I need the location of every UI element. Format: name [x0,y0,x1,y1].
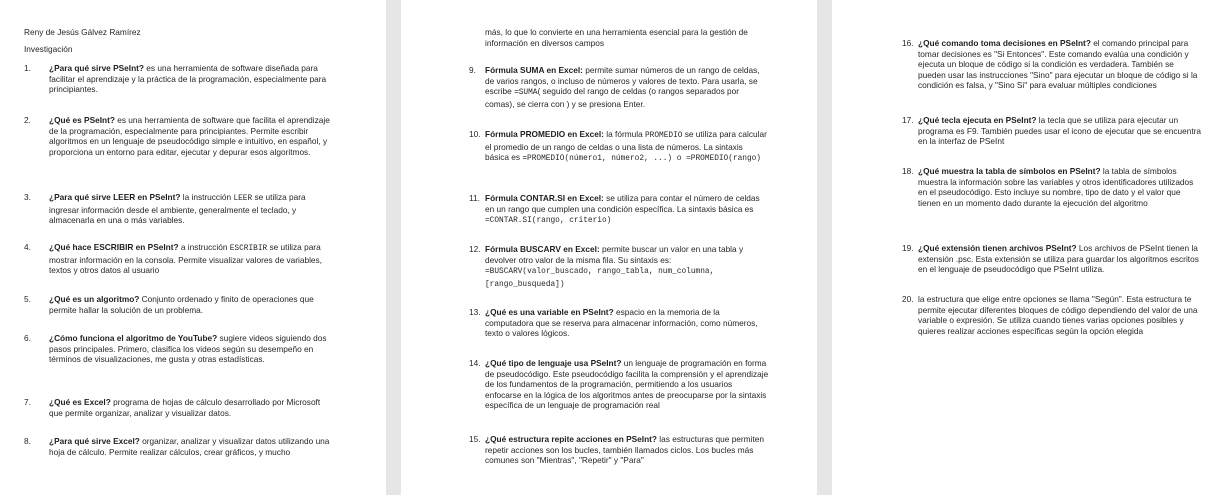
item-number: 17. [902,115,914,125]
answer: espacio en la memoria de la computadora que se reserva para almacenar información, como números, texto o valores lógicos. [485,307,758,339]
item-number: 11. [469,193,480,203]
item-number: 13. [469,307,481,317]
question: ¿Cómo funciona el algoritmo de YouTube? [49,333,218,343]
answer-cont: más, lo que lo convierte en una herramienta esencial para la gestión de información en diversos campos [485,27,748,48]
list-item-5 [24,294,336,315]
list-item-16 [902,38,1202,91]
question: Fórmula BUSCARV en Excel: [485,244,600,254]
list-item-19 [902,243,1202,275]
code-snippet: ESCRIBIR [229,245,268,253]
answer: es una herramienta de software diseñada para facilitar el aprendizaje y la práctica de la programación, especialmente para principiantes. [49,63,327,95]
answer: la fórmula [603,129,645,139]
item-number: 9. [469,65,476,75]
document-page-3 [832,0,1222,495]
item-number: 8. [24,436,31,446]
item-number: 20. [902,294,914,304]
list-item-6 [24,333,336,365]
code-syntax: =CONTAR.SI(rango, criterio) [485,217,612,226]
question: ¿Qué estructura repite acciones en PSeInt? [485,434,657,444]
answer: el comando principal para tomar decisiones es "Si Entonces". Este comando evalúa una condición y ejecuta un bloque de código si la condición es verdadera. También se pueden usar las instrucciones "Sino" para ejecutar un bloque de código si la condición es falsa, y "Sino Si" para evaluar múltiples condiciones [918,38,1198,91]
list-item-13 [469,307,769,339]
answer: las estructuras que permiten repetir acciones son los bucles, también llamados ciclos. Los bucles más comunes son "Mientras", "Repetir" y "Para" [485,434,764,466]
list-item-11 [469,193,769,227]
answer: un lenguaje de programación en forma de pseudocódigo. Este pseudocódigo facilita la comprensión y el aprendizaje de los fundamentos de la programación, permitiendo a los usuarios enfocarse en la lógica de los algoritmos antes de preocuparse por la sintaxis específica de un lenguaje de programación real [485,358,769,411]
question: ¿Qué es Excel? [49,397,111,407]
question: Fórmula SUMA en Excel: [485,65,583,75]
list-item-1 [24,63,336,95]
answer-cont: ( seguido del rango de celdas (o rangos separados por comas), se cierra con ) y se presiona Enter. [485,86,740,109]
list-item-4 [24,242,336,276]
item-number: 4. [24,242,31,252]
answer: Conjunto ordenado y finito de operaciones que permite hallar la solución de un problema. [49,294,314,315]
code-snippet: PROMEDIO [645,132,683,140]
answer: se utiliza para contar el número de celdas en un rango que cumplen una condición específica. La sintaxis básica es [485,193,760,214]
list-item-2 [24,115,336,157]
question: ¿Qué extensión tienen archivos PSeInt? [918,243,1077,253]
answer-cont: se utiliza para ingresar información desde el ambiente, generalmente el teclado, y almacenarla en una o más variables. [49,192,306,226]
item-number: 12. [469,244,481,254]
answer: permite buscar un valor en una tabla y devolver otro valor de la misma fila. Su sintaxis es: [485,244,744,265]
list-item-3 [24,192,336,226]
list-item-7 [24,397,336,418]
list-item-12 [469,244,769,290]
answer-cont: se utiliza para mostrar información en la consola. Permite visualizar valores de variables, textos y otros datos al usuario [49,242,322,276]
list-item-10 [469,129,769,165]
list-item-17 [902,115,1202,147]
answer: sugiere videos siguiendo dos pasos principales. Primero, clasifica los videos según su desempeño en términos de visualizaciones, me gusta y otras estadísticas. [49,333,327,365]
item-number: 15. [469,434,481,444]
answer: Los archivos de PSeInt tienen la extensión .psc. Esta extensión se utiliza para guardar los algoritmos escritos en el lenguaje de pseudocódigo que PSeInt utiliza. [918,243,1199,275]
item-number: 2. [24,115,31,125]
list-item-18 [902,166,1202,208]
answer: a instrucción [178,242,230,252]
item-number: 5. [24,294,31,304]
code-snippet: LEER [233,195,253,203]
question: Fórmula CONTAR.SI en Excel: [485,193,604,203]
item-number: 3. [24,192,31,202]
document-page-1 [0,0,386,495]
question: ¿Qué muestra la tabla de símbolos en PSeInt? [918,166,1101,176]
list-item-9 [469,65,769,109]
author-name: Reny de Jesús Gálvez Ramírez [24,27,141,37]
document-page-2 [401,0,817,495]
question: ¿Para qué sirve LEER en PSeInt? [49,192,181,202]
item-number: 19. [902,243,914,253]
question: ¿Qué tecla ejecuta en PSeInt? [918,115,1037,125]
answer: la instrucción [180,192,234,202]
list-item-14 [469,358,769,411]
document-subtitle: Investigación [24,44,73,54]
question: ¿Qué hace ESCRIBIR en PSeInt? [49,242,179,252]
code-syntax: =PROMEDIO(número1, número2, ...) o =PROMEDIO(rango) [522,155,761,164]
question: Fórmula PROMEDIO en Excel: [485,129,604,139]
list-item-15 [469,434,769,466]
question: ¿Para qué sirve PSeInt? [49,63,144,73]
answer-cont: se utiliza para calcular el promedio de un rango de celdas o una lista de números. La sintaxis básica es [485,129,767,163]
question: ¿Qué es un algoritmo? [49,294,140,304]
question: ¿Para qué sirve Excel? [49,436,140,446]
list-item-8-continued [469,27,769,48]
answer: la tabla de símbolos muestra la información sobre las variables y otros identificadores utilizados en el pseudocódigo. Esto incluye su nombre, tipo de dato y el valor que tienen en un momento dado durante la ejecución del algoritmo [918,166,1194,208]
code-snippet: =SUMA [514,89,538,98]
item-number: 16. [902,38,914,48]
question: ¿Qué comando toma decisiones en PSeInt? [918,38,1091,48]
item-number: 1. [24,63,31,73]
answer: la tecla que se utiliza para ejecutar un programa es F9. También puedes usar el icono de ejecutar que se encuentra en la interfaz de PSeInt [918,115,1202,147]
item-number: 7. [24,397,31,407]
code-syntax: =BUSCARV(valor_buscado, rango_tabla, num_columna, [rango_busqueda]) [485,268,715,289]
question: ¿Qué es PSeInt? [49,115,115,125]
question: ¿Qué tipo de lenguaje usa PSeInt? [485,358,622,368]
answer: la estructura que elige entre opciones se llama "Según". Esta estructura te permite ejecutar diferentes bloques de código dependiendo del valor de una variable o expresión. Se utiliza cuando tienes varias opciones posibles y quieres realizar acciones específicas según la opción elegida [918,294,1198,336]
item-number: 14. [469,358,481,368]
list-item-20 [902,294,1202,336]
answer: es una herramienta de software que facilita el aprendizaje de la programación, especialmente para principiantes. Permite escribir algoritmos en un lenguaje de pseudocódigo simple e intuitivo, en español, y proporciona un entorno para editar, ejecutar y depurar esos algoritmos. [49,115,330,157]
item-number: 18. [902,166,914,176]
answer: programa de hojas de cálculo desarrollado por Microsoft que permite organizar, analizar y visualizar datos. [49,397,321,418]
answer: permite sumar números de un rango de celdas, de varios rangos, o incluso de números y valores de texto. Para usarla, se escribe [485,65,760,97]
item-number: 6. [24,333,31,343]
list-item-8 [24,436,336,457]
question: ¿Qué es una variable en PSeInt? [485,307,614,317]
item-number: 10. [469,129,481,139]
answer: organizar, analizar y visualizar datos utilizando una hoja de cálculo. Permite realizar cálculos, crear gráficos, y mucho [49,436,330,457]
